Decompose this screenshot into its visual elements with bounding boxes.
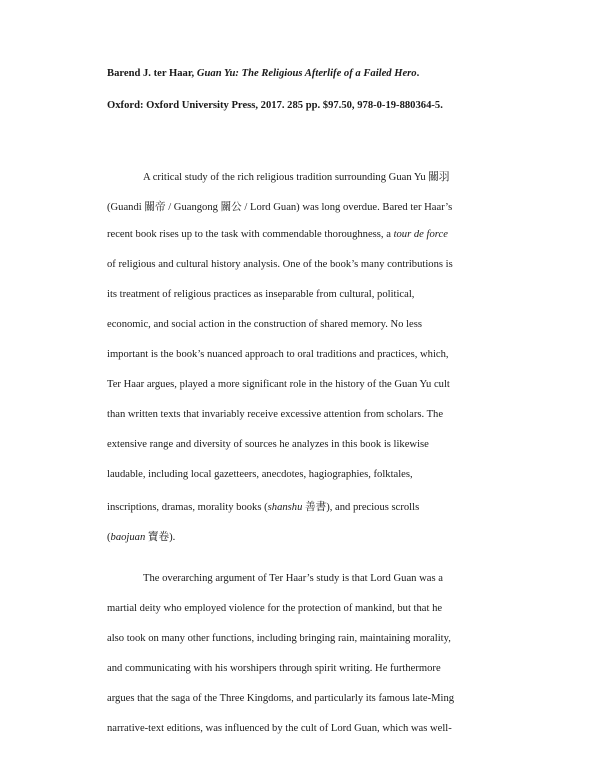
p1-line-13-text-a: (: [107, 532, 111, 543]
p1-line-10: extensive range and diversity of sources he analyzes in this book is likewise: [107, 439, 429, 450]
p1-line-7: important is the book’s nuanced approach to oral traditions and practices, which,: [107, 349, 449, 360]
p1-line-12-italic: shanshu: [267, 502, 303, 513]
p1-line-4: of religious and cultural history analysis. One of the book’s many contributions is: [107, 259, 453, 270]
p1-line-5: its treatment of religious practices as inseparable from cultural, political,: [107, 289, 415, 300]
p1-line-11: laudable, including local gazetteers, anecdotes, hagiographies, folktales,: [107, 469, 413, 480]
citation-line-2: Oxford: Oxford University Press, 2017. 285 pp. $97.50, 978-0-19-880364-5.: [107, 100, 443, 111]
p1-line-12-text-c: 善書), and precious scrolls: [302, 502, 420, 513]
p1-line-3-italic: tour de force: [393, 229, 448, 240]
p1-line-9: than written texts that invariably receive excessive attention from scholars. The: [107, 409, 444, 420]
p2-line-4: and communicating with his worshipers through spirit writing. He furthermore: [107, 663, 441, 674]
p2-line-3: also took on many other functions, including bringing rain, maintaining morality,: [107, 633, 451, 644]
p1-line-12: [107, 499, 419, 514]
p2-line-5: argues that the saga of the Three Kingdoms, and particularly its famous late-Ming: [107, 693, 455, 704]
citation-title-end: .: [416, 68, 420, 79]
p2-line-1: The overarching argument of Ter Haar’s study is that Lord Guan was a: [143, 573, 443, 584]
citation-title: Guan Yu: The Religious Afterlife of a Failed Hero: [196, 68, 417, 79]
p2-line-6: narrative-text editions, was influenced by the cult of Lord Guan, which was well-: [107, 723, 452, 734]
citation-author: Barend J. ter Haar,: [107, 68, 197, 79]
p1-line-1: A critical study of the rich religious tradition surrounding Guan Yu 關羽: [143, 172, 450, 183]
p1-line-12-text-a: inscriptions, dramas, morality books (: [107, 502, 268, 513]
p1-line-3: [107, 229, 448, 240]
p1-line-8: Ter Haar argues, played a more significant role in the history of the Guan Yu cult: [107, 379, 450, 390]
p1-line-6: economic, and social action in the construction of shared memory. No less: [107, 319, 422, 330]
p1-line-2: (Guandi 關帝 / Guangong 關公 / Lord Guan) was long overdue. Bared ter Haar’s: [107, 202, 453, 213]
p1-line-3-text: recent book rises up to the task with commendable thoroughness, a: [107, 229, 394, 240]
p1-line-13-text-c: 寶卷).: [145, 532, 176, 543]
p1-line-13: [107, 529, 175, 544]
citation-line-1: [107, 68, 419, 79]
p1-line-13-italic: baojuan: [110, 532, 146, 543]
p2-line-2: martial deity who employed violence for the protection of mankind, but that he: [107, 603, 443, 614]
